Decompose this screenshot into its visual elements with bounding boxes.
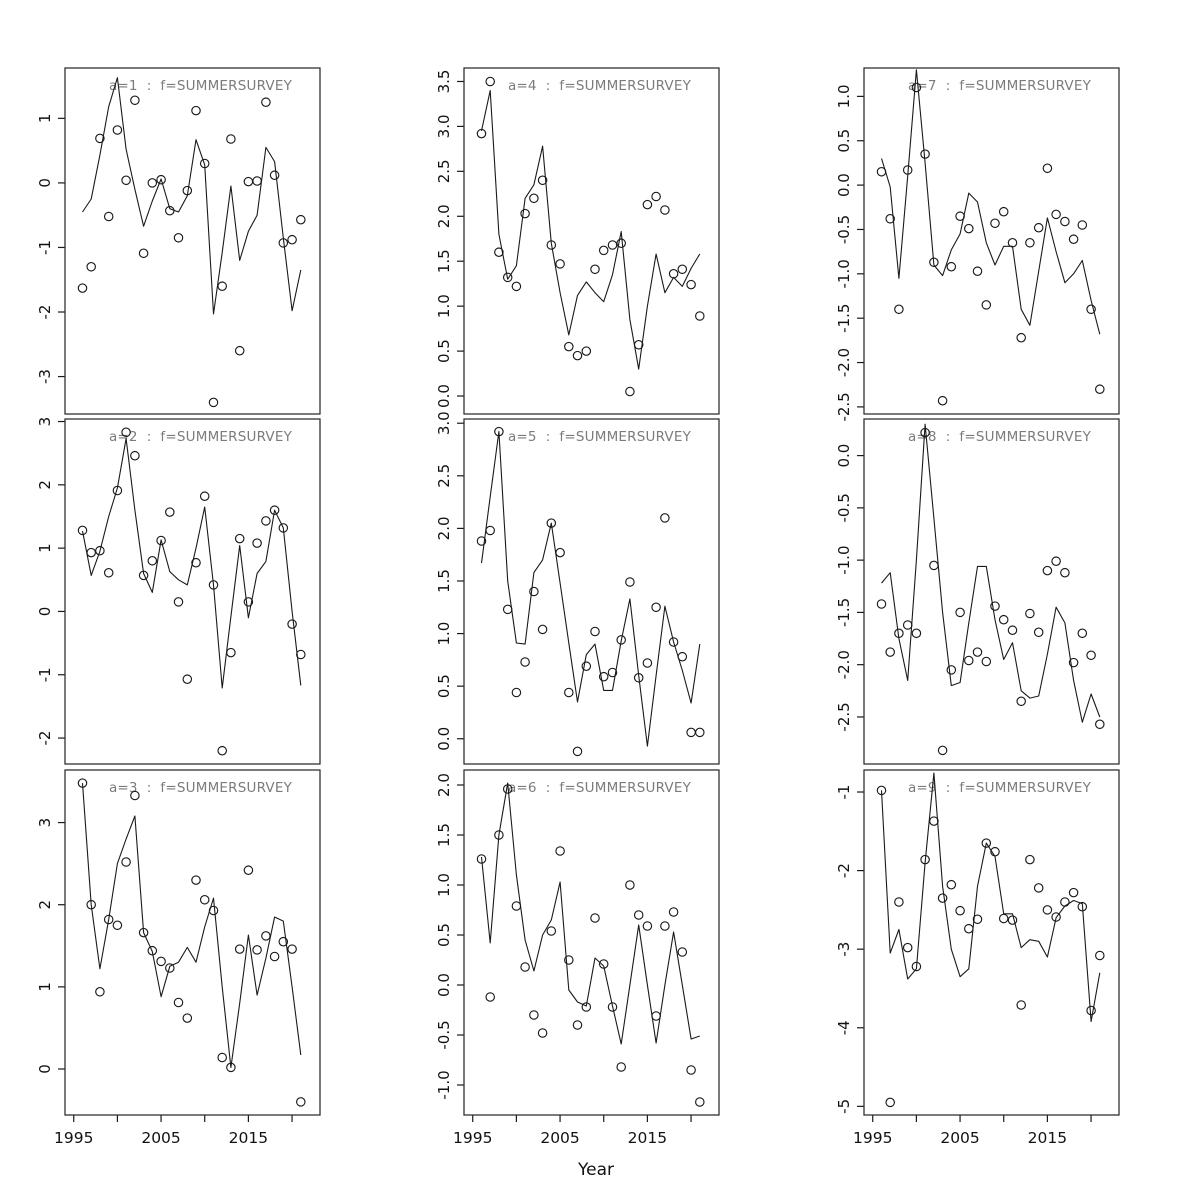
data-point xyxy=(930,817,938,825)
data-point xyxy=(201,896,209,904)
data-point xyxy=(643,200,651,208)
data-point xyxy=(495,248,503,256)
data-point xyxy=(183,1014,191,1022)
data-point xyxy=(236,347,244,355)
data-point xyxy=(521,209,529,217)
data-point xyxy=(643,922,651,930)
data-point xyxy=(262,517,270,525)
y-tick-label: 1 xyxy=(35,982,54,992)
data-point xyxy=(218,1053,226,1061)
data-point xyxy=(1026,239,1034,247)
data-point xyxy=(973,648,981,656)
data-point xyxy=(244,177,252,185)
y-tick-label: 0.0 xyxy=(434,384,453,408)
x-tick-label: 2005 xyxy=(141,1129,181,1147)
fitted-line xyxy=(882,424,1100,722)
y-tick-label: 0.0 xyxy=(834,443,853,468)
y-tick-label: 2.0 xyxy=(434,773,453,797)
panel-title-a6: a=6 : f=SUMMERSURVEY xyxy=(507,780,692,796)
data-point xyxy=(696,728,704,736)
data-point xyxy=(1061,569,1069,577)
y-tick-label: 1.5 xyxy=(434,823,453,847)
data-point xyxy=(236,945,244,953)
y-tick-label: -1 xyxy=(834,784,853,800)
data-point xyxy=(1087,305,1095,313)
data-point xyxy=(556,548,564,556)
data-point xyxy=(530,587,538,595)
data-point xyxy=(895,898,903,906)
panel-title-a1: a=1 : f=SUMMERSURVEY xyxy=(108,78,293,94)
data-point xyxy=(678,948,686,956)
data-point xyxy=(556,847,564,855)
data-point xyxy=(209,906,217,914)
data-point xyxy=(1008,239,1016,247)
data-point xyxy=(253,539,261,547)
data-point xyxy=(262,98,270,106)
data-point xyxy=(591,627,599,635)
data-point xyxy=(174,998,182,1006)
data-point xyxy=(573,747,581,755)
data-point xyxy=(297,650,305,658)
data-point xyxy=(1043,566,1051,574)
panel-title-a8: a=8 : f=SUMMERSURVEY xyxy=(907,429,1092,445)
panel-a7 xyxy=(835,68,1119,422)
y-tick-label: -1.0 xyxy=(434,1070,453,1100)
data-point xyxy=(1000,914,1008,922)
y-tick-label: -2.5 xyxy=(834,702,853,732)
data-point xyxy=(600,246,608,254)
y-tick-label: 2.5 xyxy=(434,159,453,184)
fitted-line xyxy=(882,773,1100,1021)
data-point xyxy=(661,206,669,214)
data-point xyxy=(1096,385,1104,393)
data-point xyxy=(139,249,147,257)
data-point xyxy=(122,858,130,866)
data-point xyxy=(1017,334,1025,342)
data-point xyxy=(1078,629,1086,637)
data-point xyxy=(1000,616,1008,624)
y-tick-label: 1.0 xyxy=(834,84,853,109)
y-tick-label: -2 xyxy=(35,304,54,320)
data-point xyxy=(886,648,894,656)
panel-border xyxy=(464,68,719,414)
data-point xyxy=(530,194,538,202)
data-point xyxy=(253,177,261,185)
data-point xyxy=(105,569,113,577)
data-point xyxy=(288,945,296,953)
data-point xyxy=(912,83,920,91)
y-tick-label: -1.0 xyxy=(834,259,853,289)
data-point xyxy=(1043,164,1051,172)
data-point xyxy=(218,747,226,755)
data-point xyxy=(565,688,573,696)
panel-a9 xyxy=(835,770,1119,1147)
panel-a8 xyxy=(835,419,1119,764)
data-point xyxy=(973,267,981,275)
data-point xyxy=(626,387,634,395)
fitted-line xyxy=(882,70,1100,334)
y-tick-label: -4 xyxy=(834,1020,853,1036)
y-tick-label: 1.5 xyxy=(434,569,453,593)
data-point xyxy=(982,301,990,309)
data-point xyxy=(1069,888,1077,896)
data-point xyxy=(253,946,261,954)
y-tick-label: 2 xyxy=(35,480,54,490)
panel-title-a9: a=9 : f=SUMMERSURVEY xyxy=(907,780,1092,796)
y-tick-label: 1.5 xyxy=(434,249,453,274)
data-point xyxy=(1026,609,1034,617)
data-point xyxy=(105,212,113,220)
data-point xyxy=(661,922,669,930)
data-point xyxy=(270,952,278,960)
y-tick-label: -5 xyxy=(834,1098,853,1114)
data-point xyxy=(131,452,139,460)
data-point xyxy=(288,620,296,628)
data-point xyxy=(297,1098,305,1106)
data-point xyxy=(991,219,999,227)
data-point xyxy=(608,241,616,249)
data-point xyxy=(991,602,999,610)
data-point xyxy=(148,179,156,187)
y-tick-label: -0.5 xyxy=(834,493,853,523)
data-point xyxy=(148,557,156,565)
y-tick-label: 2 xyxy=(35,899,54,910)
y-tick-label: -1 xyxy=(35,239,54,255)
data-point xyxy=(201,492,209,500)
y-tick-label: 0.0 xyxy=(834,173,853,198)
data-point xyxy=(547,927,555,935)
data-point xyxy=(218,282,226,290)
y-tick-label: -2 xyxy=(35,730,54,746)
data-point xyxy=(486,526,494,534)
panel-border xyxy=(464,770,719,1115)
panel-a1 xyxy=(36,68,320,414)
x-tick-label: 1995 xyxy=(853,1129,893,1147)
data-point xyxy=(591,914,599,922)
x-tick-label: 2015 xyxy=(1027,1129,1068,1147)
y-tick-label: 3 xyxy=(35,416,54,427)
data-point xyxy=(1026,855,1034,863)
data-point xyxy=(87,263,95,271)
fitted-line xyxy=(482,783,700,1044)
data-point xyxy=(965,224,973,232)
data-point xyxy=(192,876,200,884)
data-point xyxy=(244,866,252,874)
y-tick-label: 0.5 xyxy=(434,339,453,364)
data-point xyxy=(626,881,634,889)
data-point xyxy=(1035,224,1043,232)
data-point xyxy=(227,135,235,143)
y-tick-label: 2.0 xyxy=(434,204,453,229)
x-axis-title: Year xyxy=(578,1160,614,1180)
y-tick-label: 1 xyxy=(35,543,54,553)
data-point xyxy=(1008,916,1016,924)
panel-border xyxy=(65,68,320,414)
y-tick-label: 1 xyxy=(35,113,54,124)
y-tick-label: 0 xyxy=(35,1064,54,1074)
data-point xyxy=(174,234,182,242)
data-point xyxy=(687,728,695,736)
data-point xyxy=(530,1011,538,1019)
data-point xyxy=(661,514,669,522)
fitted-line xyxy=(83,783,301,1067)
data-point xyxy=(956,608,964,616)
data-point xyxy=(938,397,946,405)
data-point xyxy=(626,578,634,586)
data-point xyxy=(877,168,885,176)
data-point xyxy=(122,428,130,436)
y-tick-label: 0 xyxy=(35,178,54,188)
data-point xyxy=(288,236,296,244)
data-point xyxy=(1096,951,1104,959)
x-tick-label: 2005 xyxy=(540,1129,580,1147)
data-point xyxy=(678,653,686,661)
data-point xyxy=(938,894,946,902)
data-point xyxy=(669,908,677,916)
y-tick-label: 1.0 xyxy=(434,294,453,319)
data-point xyxy=(904,621,912,629)
data-point xyxy=(521,963,529,971)
data-point xyxy=(504,605,512,613)
data-point xyxy=(174,598,182,606)
y-tick-label: -2.0 xyxy=(834,347,853,378)
y-tick-label: 0.5 xyxy=(434,674,453,699)
data-point xyxy=(227,648,235,656)
data-point xyxy=(87,548,95,556)
data-point xyxy=(1087,1006,1095,1014)
data-point xyxy=(669,270,677,278)
panel-border xyxy=(864,770,1119,1115)
data-point xyxy=(617,239,625,247)
data-point xyxy=(877,600,885,608)
data-point xyxy=(538,625,546,633)
panel-border xyxy=(65,419,320,764)
x-tick-label: 2005 xyxy=(940,1129,980,1147)
data-point xyxy=(78,284,86,292)
data-point xyxy=(1043,906,1051,914)
y-tick-label: 0.5 xyxy=(834,128,853,153)
data-point xyxy=(1052,210,1060,218)
data-point xyxy=(1052,557,1060,565)
data-point xyxy=(1035,628,1043,636)
y-tick-label: -2 xyxy=(834,863,853,879)
x-tick-label: 2015 xyxy=(228,1129,269,1147)
data-point xyxy=(652,192,660,200)
data-point xyxy=(956,212,964,220)
x-tick-label: 1995 xyxy=(54,1129,94,1147)
data-point xyxy=(696,1098,704,1106)
y-tick-label: 0.0 xyxy=(434,726,453,751)
data-point xyxy=(192,106,200,114)
data-point xyxy=(512,902,520,910)
data-point xyxy=(895,305,903,313)
y-tick-label: -3 xyxy=(834,941,853,957)
y-tick-label: -3 xyxy=(35,369,54,385)
fitted-line xyxy=(482,91,700,370)
y-tick-label: -2.0 xyxy=(834,650,853,680)
data-point xyxy=(486,77,494,85)
data-point xyxy=(956,907,964,915)
x-tick-label: 2015 xyxy=(627,1129,668,1147)
data-point xyxy=(556,260,564,268)
data-point xyxy=(904,943,912,951)
panel-title-a4: a=4 : f=SUMMERSURVEY xyxy=(507,78,692,94)
data-point xyxy=(678,265,686,273)
data-point xyxy=(982,657,990,665)
data-point xyxy=(1017,697,1025,705)
fitted-line xyxy=(83,78,301,314)
panel-a4 xyxy=(435,68,719,414)
data-point xyxy=(209,398,217,406)
data-point xyxy=(113,126,121,134)
y-tick-label: -1.5 xyxy=(834,597,853,628)
data-point xyxy=(1000,208,1008,216)
data-point xyxy=(635,911,643,919)
data-point xyxy=(582,347,590,355)
data-point xyxy=(236,534,244,542)
data-point xyxy=(947,881,955,889)
data-point xyxy=(687,280,695,288)
panel-a6 xyxy=(435,770,719,1147)
data-point xyxy=(1017,1001,1025,1009)
data-point xyxy=(1087,651,1095,659)
data-point xyxy=(912,629,920,637)
data-point xyxy=(270,171,278,179)
data-point xyxy=(652,1012,660,1020)
data-point xyxy=(687,1066,695,1074)
data-point xyxy=(113,921,121,929)
fitted-line xyxy=(482,432,700,746)
data-point xyxy=(183,675,191,683)
data-point xyxy=(886,1098,894,1106)
data-point xyxy=(591,265,599,273)
data-point xyxy=(297,216,305,224)
panel-title-a5: a=5 : f=SUMMERSURVEY xyxy=(507,429,692,445)
data-point xyxy=(1061,898,1069,906)
data-point xyxy=(512,688,520,696)
panel-title-a7: a=7 : f=SUMMERSURVEY xyxy=(907,78,1092,94)
y-tick-label: -0.5 xyxy=(834,214,853,245)
y-tick-label: -2.5 xyxy=(834,392,853,422)
y-tick-label: 3.0 xyxy=(434,411,453,436)
data-point xyxy=(131,96,139,104)
y-tick-label: -1 xyxy=(35,667,54,683)
data-point xyxy=(1061,217,1069,225)
data-point xyxy=(262,932,270,940)
data-point xyxy=(643,659,651,667)
data-point xyxy=(582,662,590,670)
y-tick-label: 0 xyxy=(35,606,54,617)
y-tick-label: 3 xyxy=(35,817,54,828)
data-point xyxy=(652,603,660,611)
y-tick-label: 2.5 xyxy=(434,463,453,488)
data-point xyxy=(617,1063,625,1071)
data-point xyxy=(1096,720,1104,728)
data-point xyxy=(947,263,955,271)
y-tick-label: 1.0 xyxy=(434,621,453,646)
data-point xyxy=(521,658,529,666)
data-point xyxy=(1008,626,1016,634)
data-point xyxy=(166,508,174,516)
data-point xyxy=(965,925,973,933)
data-point xyxy=(157,957,165,965)
panel-a5 xyxy=(435,411,719,764)
data-point xyxy=(96,988,104,996)
panel-border xyxy=(65,770,320,1115)
data-point xyxy=(512,282,520,290)
data-point xyxy=(947,666,955,674)
data-point xyxy=(538,1029,546,1037)
y-tick-label: 3.5 xyxy=(434,69,453,94)
data-point xyxy=(938,746,946,754)
panel-title-a2: a=2 : f=SUMMERSURVEY xyxy=(108,429,293,445)
data-point xyxy=(573,1021,581,1029)
y-tick-label: 0.0 xyxy=(434,973,453,997)
panel-title-a3: a=3 : f=SUMMERSURVEY xyxy=(108,780,293,796)
y-tick-label: -1.0 xyxy=(834,545,853,575)
data-point xyxy=(122,176,130,184)
y-tick-label: -1.5 xyxy=(834,303,853,333)
data-point xyxy=(131,791,139,799)
panel-a3 xyxy=(36,770,320,1147)
y-tick-label: 0.5 xyxy=(434,923,453,947)
data-point xyxy=(965,656,973,664)
data-point xyxy=(486,993,494,1001)
panel-a2 xyxy=(36,417,320,764)
y-tick-label: -0.5 xyxy=(434,1020,453,1050)
y-tick-label: 2.0 xyxy=(434,516,453,541)
data-point xyxy=(930,561,938,569)
data-point xyxy=(1069,235,1077,243)
data-point xyxy=(565,342,573,350)
y-tick-label: 1.0 xyxy=(434,873,453,897)
data-point xyxy=(1078,221,1086,229)
y-tick-label: 3.0 xyxy=(434,114,453,139)
data-point xyxy=(573,351,581,359)
data-point xyxy=(696,312,704,320)
panel-border xyxy=(464,419,719,764)
x-tick-label: 1995 xyxy=(453,1129,493,1147)
data-point xyxy=(1035,884,1043,892)
